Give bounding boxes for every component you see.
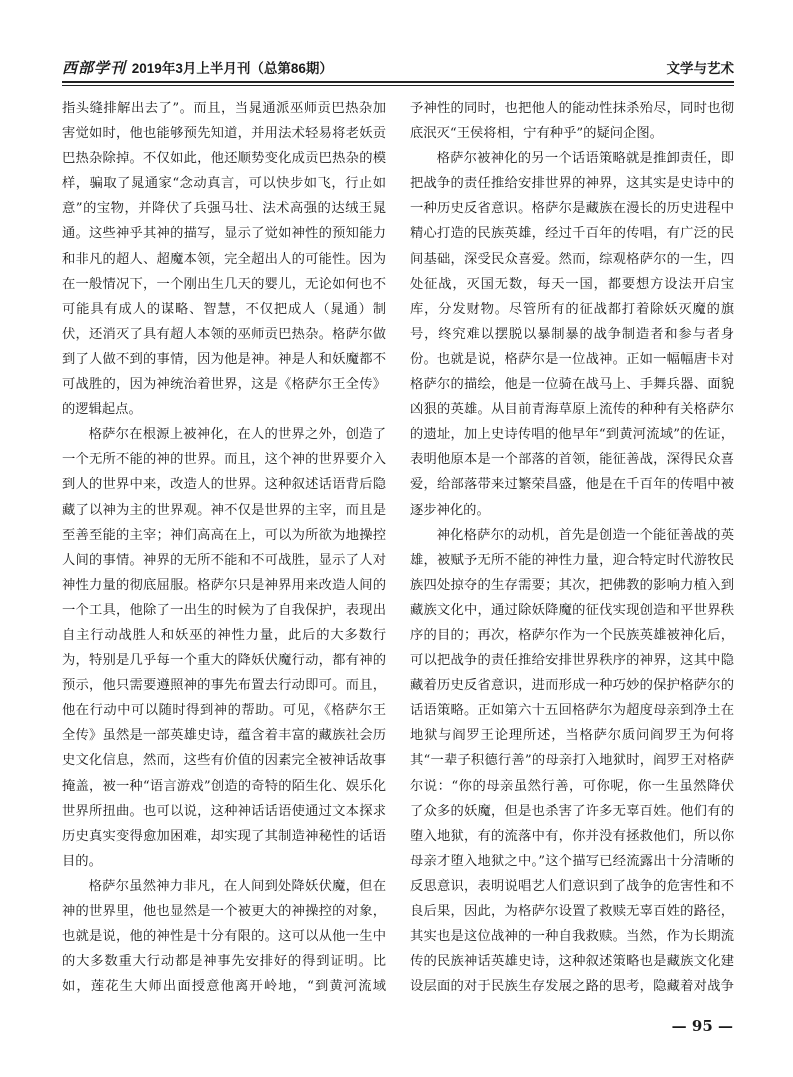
page-number: — 95 — xyxy=(671,1017,733,1035)
left-column xyxy=(62,96,386,1001)
paragraph: 神化格萨尔的动机，首先是创造一个能征善战的英雄，被赋予无所不能的神性力量，迎合特定时代游牧民族四处掠夺的生存需要；其次，把佛教的影响力植入到藏族文化中，通过除妖降魔的征伐实现创造和平世界秩序的目的；再次，格萨尔作为一个民族英雄被神化后，可以把战争的责任推给安排世界秩序的神界，这其中隐藏着历史反省意识，进而形成一种巧妙的保护格萨尔的话语策略。正如第六十五回格萨尔为超度母亲到净土在地狱与阎罗王论理所述，当格萨尔质问阎罗王为何将其“一辈子积德行善”的母亲打入地狱时，阎罗王对格萨尔说：“你的母亲虽然行善，可你呢，你一生虽然降伏了众多的妖魔，但是也杀害了许多无辜百姓。他们有的堕入地狱，有的流落中有，你并没有拯救他们，所以你母亲才堕入地狱之中。”这个描写已经流露出十分清晰的反思意识，表明说唱艺人们意识到了战争的危害性和不良后果，因此，为格萨尔设置了救赎无辜百姓的路径，其实也是这位战神的一种自我救赎。当然，作为长期流传的民族神话英雄史诗，这种叙述策略也是藏族文化建设层面的对于民族生存发展之路的思考，隐藏着对战争 xyxy=(410,527,734,995)
journal-masthead xyxy=(62,58,333,80)
paragraph: 格萨尔被神化的另一个话语策略就是推卸责任，即把战争的责任推给安排世界的神界，这其实是史诗中的一种历史反省意识。格萨尔是藏族在漫长的历史进程中精心打造的民族英雄，经过千百年的传唱，有广泛的民间基础，深受民众喜爱。然而，综观格萨尔的一生，四处征战，灭国无数，每天一国，都要想方设法开启宝库，分发财物。尽管所有的征战都打着除妖灭魔的旗号，终究难以摆脱以暴制暴的战争制造者和参与者身份。也就是说，格萨尔是一位战神。正如一幅幅唐卡对格萨尔的描绘，他是一位骑在战马上、手舞兵器、面貌凶狠的英雄。从目前青海草原上流传的种种有关格萨尔的遗址，加上史诗传唱的他早年“到黄河流域”的佐证，表明他原本是一个部落的首领，能征善战，深得民众喜爱，给部落带来过繁荣昌盛，他是在千百年的传唱中被逐步神化的。 xyxy=(410,151,734,518)
issue-info: 2019年3月上半月刊（总第86期） xyxy=(131,61,333,76)
header-rule-thick xyxy=(62,81,734,83)
page-header xyxy=(62,58,734,82)
right-column xyxy=(410,96,734,1001)
paragraph: 予神性的同时，也把他人的能动性抹杀殆尽，同时也彻底泯灭“王侯将相，宁有种乎”的疑问企图。 xyxy=(410,101,734,142)
paragraph: 指头缝排解出去了”。而且，当晁通派巫师贡巴热杂加害觉如时，他也能够预先知道，并用法术轻易将老妖贡巴热杂除掉。不仅如此，他还顺势变化成贡巴热杂的模样，骗取了晁通家“念动真言，可以快步如飞，行止如意”的宝物，并降伏了兵强马壮、法术高强的达绒王晁通。这些神乎其神的描写，显示了觉如神性的预知能力和非凡的超人、超魔本领，完全超出人的可能性。因为在一般情况下，一个刚出生几天的婴儿，无论如何也不可能具有成人的谋略、智慧，不仅把成人（晁通）制伏，还消灭了具有超人本领的巫师贡巴热杂。格萨尔做到了人做不到的事情，因为他是神。神是人和妖魔都不可战胜的，因为神统治着世界，这是《格萨尔王全传》的逻辑起点。 xyxy=(62,101,386,418)
header-rule-thin xyxy=(62,85,734,86)
paragraph: 格萨尔虽然神力非凡，在人间到处降妖伏魔，但在神的世界里，他也显然是一个被更大的神操控的对象，也就是说，他的神性是十分有限的。这可以从他一生中的大多数重大行动都是神事先安排好的得到证明。比如，莲花生大师出面授意他离开岭地，“到黄河流域 xyxy=(62,878,386,995)
article-body xyxy=(62,96,734,1001)
section-title: 文学与艺术 xyxy=(666,61,734,76)
journal-logo: 西部学刊 xyxy=(62,60,127,77)
paragraph: 格萨尔在根源上被神化，在人的世界之外，创造了一个无所不能的神的世界。而且，这个神的世界要介入到人的世界中来，改造人的世界。这种叙述话语背后隐藏了以神为主的世界观。神不仅是世界的主宰，而且是至善至能的主宰；神们高高在上，可以为所欲为地操控人间的事情。神界的无所不能和不可战胜，显示了人对神性力量的彻底屈服。格萨尔只是神界用来改造人间的一个工具，他除了一出生的时候为了自我保护，表现出自主行动战胜人和妖巫的神性力量，此后的大多数行为，特别是几乎每一个重大的降妖伏魔行动，都有神的预示，他只需要遵照神的事先布置去行动即可。而且，他在行动中可以随时得到神的帮助。可见，《格萨尔王全传》虽然是一部英雄史诗，蕴含着丰富的藏族社会历史文化信息，然而，这些有价值的因素完全被神话故事掩盖，被一种“语言游戏”创造的奇特的陌生化、娱乐化世界所扭曲。也可以说，这种神话话语使通过文本探求历史真实变得愈加困难，却实现了其制造神秘性的话语目的。 xyxy=(62,427,386,869)
